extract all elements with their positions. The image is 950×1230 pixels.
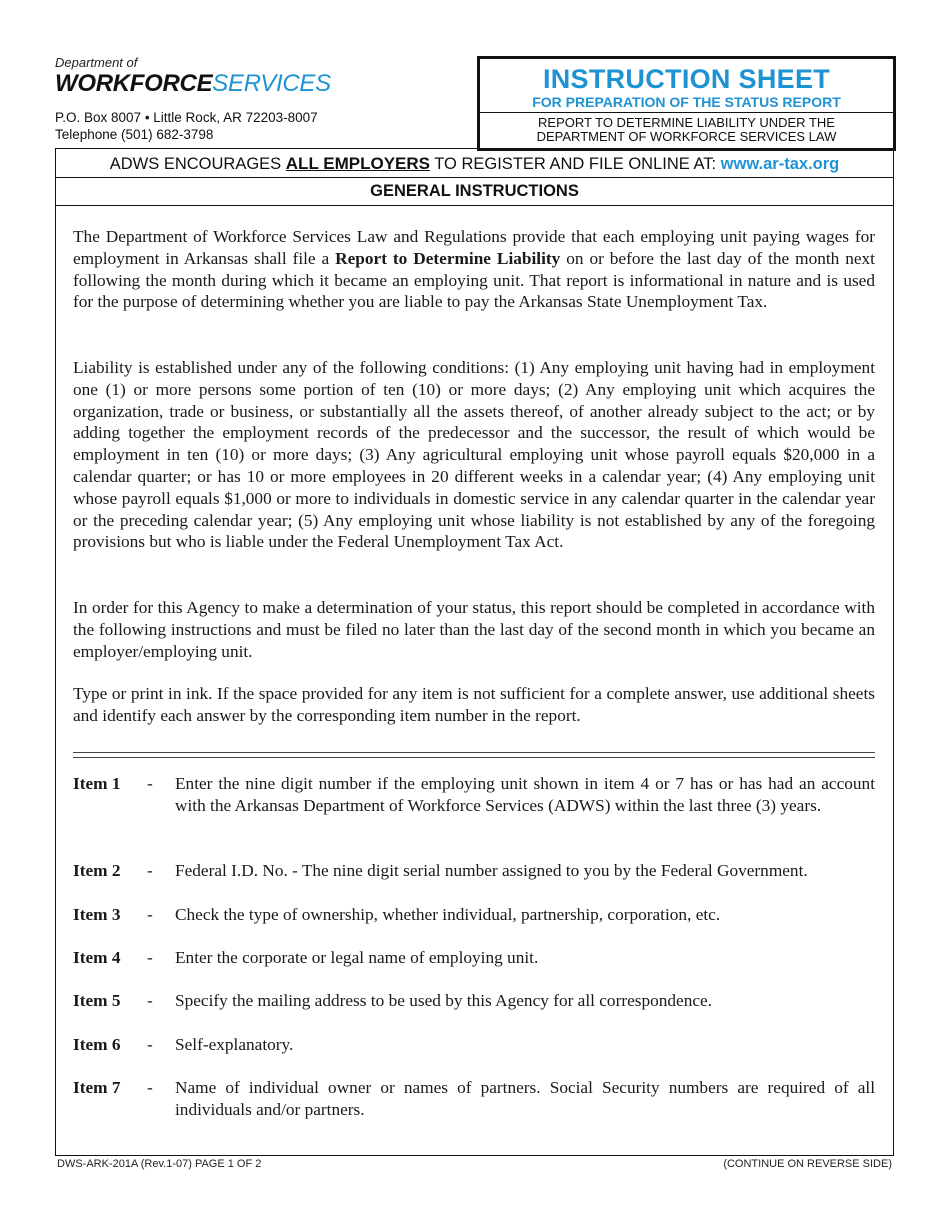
item-label: Item 6 <box>73 1035 121 1054</box>
instruction-sheet-subtitle: FOR PREPARATION OF THE STATUS REPORT <box>532 94 841 110</box>
liability-paragraph: Liability is established under any of the following conditions: (1) Any employing unit having had in employment one (1) or more persons some portion of ten (10) or more days; (2) Any employing unit which acquires the organization, trade or business, or substantially all the assets thereof, of another already subject to the act; or by adding together the employment records of the predecessor and the successor, the result of which would be employment in ten (10) or more days; (3) Any agricultural employing unit whose payroll equals $20,000 in a calendar quarter; or has 10 or more employees in 20 different weeks in a calendar year; (4) Any employing unit whose payroll equals $1,000 or more to individuals in domestic service in any calendar quarter in the calendar year or the preceding calendar year; (5) Any employing unit whose liability is not established by any of the foregoing provisions but who is liable under the Federal Unemployment Tax Act. <box>73 358 875 552</box>
item-label: Item 1 <box>73 774 121 793</box>
item-6 <box>73 1034 875 1056</box>
item-text: Federal I.D. No. - The nine digit serial number assigned to you by the Federal Government. <box>175 861 808 880</box>
item-label: Item 7 <box>73 1078 121 1097</box>
instruction-sheet-box <box>477 56 896 151</box>
item-text: Self-explanatory. <box>175 1035 294 1054</box>
address-line: P.O. Box 8007 • Little Rock, AR 72203-8007 <box>55 110 318 125</box>
item-text: Specify the mailing address to be used by this Agency for all correspondence. <box>175 991 713 1010</box>
item-text: Enter the corporate or legal name of employing unit. <box>175 948 539 967</box>
item-2 <box>73 860 875 882</box>
description-line: REPORT TO DETERMINE LIABILITY UNDER THE <box>538 115 835 130</box>
item-7 <box>73 1077 875 1121</box>
item-1 <box>73 773 875 817</box>
logo-dept-of: Department of <box>55 55 138 70</box>
item-3 <box>73 904 875 926</box>
agency-logo <box>55 55 375 98</box>
box-divider <box>480 112 893 113</box>
banner-prefix: ADWS ENCOURAGES <box>109 155 286 173</box>
item-dash: - <box>147 861 153 880</box>
instructions-frame <box>55 148 894 1156</box>
description-line: DEPARTMENT OF WORKFORCE SERVICES LAW <box>536 129 837 144</box>
divider <box>56 205 893 206</box>
item-label: Item 5 <box>73 991 121 1010</box>
agency-address <box>55 109 318 143</box>
item-dash: - <box>147 991 153 1010</box>
item-dash: - <box>147 1078 153 1097</box>
banner-middle: TO REGISTER AND FILE ONLINE AT: <box>429 155 721 173</box>
continue-note: (CONTINUE ON REVERSE SIDE) <box>723 1158 892 1170</box>
intro-paragraph <box>73 226 875 313</box>
item-text: Name of individual owner or names of partners. Social Security numbers are required of all individuals and/or partners. <box>175 1078 875 1119</box>
online-filing-banner <box>56 149 893 177</box>
item-text: Enter the nine digit number if the employing unit shown in item 4 or 7 has or has had an account with the Arkansas Department of Workforce Services (ADWS) within the last three (3) years. <box>175 774 875 815</box>
determination-paragraph: In order for this Agency to make a determination of your status, this report should be completed in accordance with the following instructions and must be filed no later than the last day of the second month in which you became an employer/employing unit. <box>73 598 875 661</box>
item-4 <box>73 947 875 969</box>
telephone-line: Telephone (501) 682-3798 <box>55 127 214 142</box>
instruction-sheet-description <box>480 116 893 144</box>
paragraph-text: on or before the last day of the month next following the month during which it became an employing unit. That report is informational in nature and is used for the purpose of determining whether you are liable to pay the Arkansas State Unemployment Tax. <box>73 248 875 312</box>
banner-emphasis: ALL EMPLOYERS <box>285 154 430 173</box>
instruction-sheet-title: INSTRUCTION SHEET <box>542 64 831 94</box>
item-text: Check the type of ownership, whether individual, partnership, corporation, etc. <box>175 905 721 924</box>
section-title: GENERAL INSTRUCTIONS <box>370 182 579 200</box>
divider <box>56 177 893 178</box>
item-label: Item 3 <box>73 905 121 924</box>
item-dash: - <box>147 948 153 967</box>
paragraph-text: The Department of Workforce Services Law and Regulations provide that each employing unit paying wages for employment in Arkansas shall file a <box>73 227 875 268</box>
logo-wordmark <box>55 70 375 98</box>
logo-services: SERVICES <box>212 70 331 97</box>
ink-paragraph: Type or print in ink. If the space provided for any item is not sufficient for a complete answer, use additional sheets and identify each answer by the corresponding item number in the report. <box>73 684 875 725</box>
item-label: Item 2 <box>73 861 121 880</box>
item-label: Item 4 <box>73 948 121 967</box>
double-rule-divider <box>73 752 875 758</box>
website-link[interactable]: www.ar-tax.org <box>720 155 840 173</box>
logo-workforce: WORKFORCE <box>55 70 213 97</box>
item-dash: - <box>147 774 153 793</box>
item-5 <box>73 990 875 1012</box>
report-name: Report to Determine Liability <box>335 248 561 268</box>
form-identifier: DWS-ARK-201A (Rev.1-07) PAGE 1 OF 2 <box>57 1158 262 1170</box>
item-dash: - <box>147 905 153 924</box>
item-dash: - <box>147 1035 153 1054</box>
